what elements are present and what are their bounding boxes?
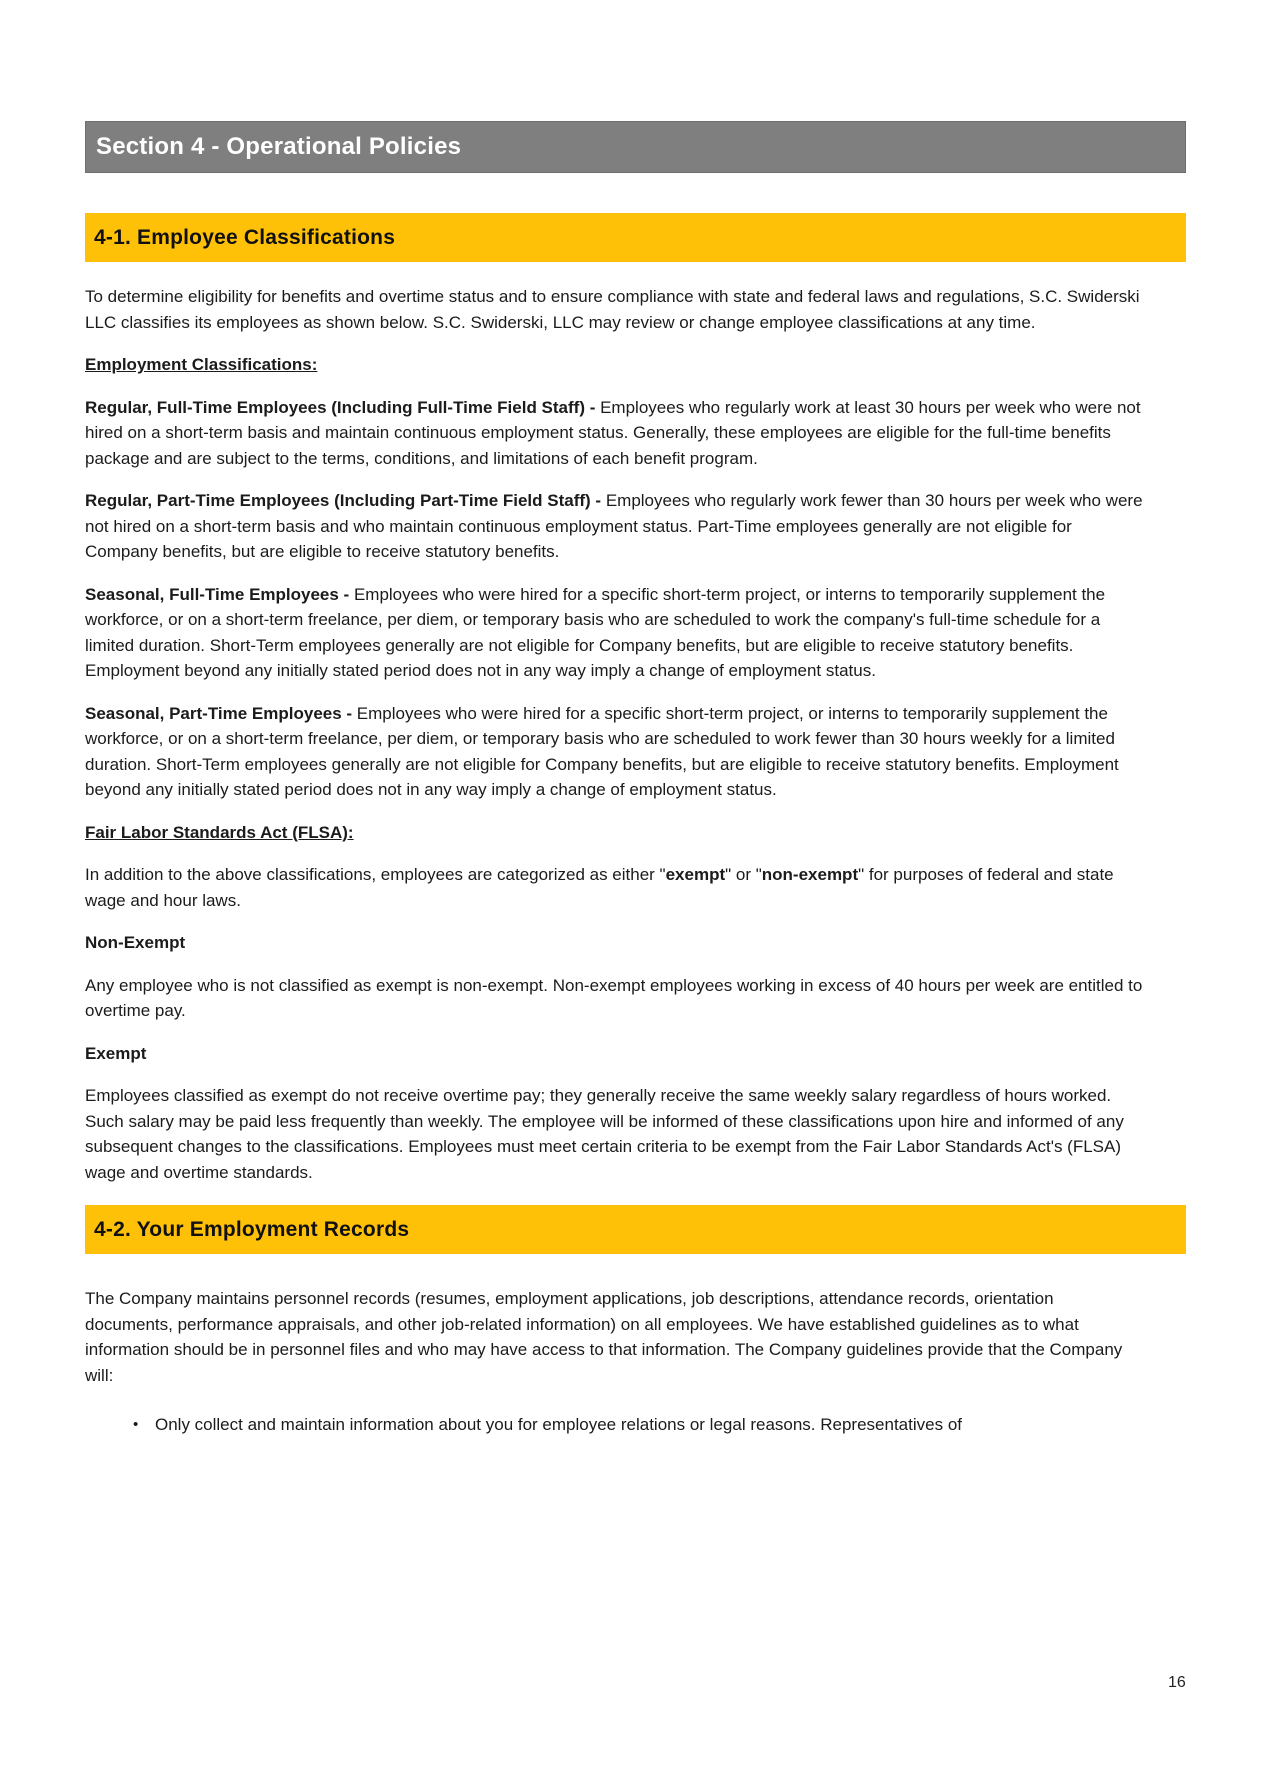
flsa-text: " for purposes of federal and state wage and hour laws.	[85, 865, 1114, 910]
employment-classifications-heading: Employment Classifications:	[85, 355, 318, 374]
classification-regular-part-time	[85, 488, 1145, 565]
flsa-non-exempt-term: non-exempt	[761, 865, 859, 884]
classification-lead: Regular, Full-Time Employees (Including Full-Time Field Staff) -	[85, 397, 596, 417]
list-item-text: Only collect and maintain information about you for employee relations or legal reasons. Representatives of	[155, 1415, 962, 1434]
intro-paragraph-4-2: The Company maintains personnel records (resumes, employment applications, job descriptions, attendance records, orientation documents, performance appraisals, and other job-related information) on all employees. We have established guidelines as to what information should be in personnel files and who may have access to that information. The Company guidelines provide that the Company will:	[85, 1289, 1123, 1385]
classification-lead: Seasonal, Full-Time Employees -	[85, 584, 350, 604]
flsa-text: In addition to the above classifications, employees are categorized as either "	[85, 865, 666, 884]
flsa-exempt-term: exempt	[665, 865, 726, 884]
non-exempt-paragraph: Any employee who is not classified as exempt is non-exempt. Non-exempt employees working in excess of 40 hours per week are entitled to overtime pay.	[85, 975, 1143, 1020]
section-header-title: Section 4 - Operational Policies	[96, 133, 462, 160]
classification-body: Employees who regularly work at least 30 hours per week who were not hired on a short-term basis and maintain continuous employment status. Generally, these employees are eligible for the full-time benefits package and are subject to the terms, conditions, and limitations of each benefit program.	[85, 397, 1141, 468]
section-header-bar	[85, 121, 1186, 173]
bullet-icon: •	[133, 1416, 139, 1433]
intro-paragraph-4-1: To determine eligibility for benefits and overtime status and to ensure compliance with state and federal laws and regulations, S.C. Swiderski LLC classifies its employees as shown below. S.C. Swiderski, LLC may review or change employee classifications at any time.	[85, 287, 1140, 332]
subsection-4-2-bar	[85, 1205, 1186, 1254]
classification-body: Employees who regularly work fewer than 30 hours per week who were not hired on a short-term basis and who maintain continuous employment status. Part-Time employees generally are not eligible for Company benefits, but are eligible to receive statutory benefits.	[85, 491, 1143, 561]
exempt-heading: Exempt	[85, 1043, 147, 1063]
classification-seasonal-part-time	[85, 701, 1145, 803]
classification-body: Employees who were hired for a specific short-term project, or interns to temporarily supplement the workforce, or on a short-term freelance, per diem, or temporary basis who are scheduled to work fewer than 30 hours weekly for a limited duration. Short-Term employees generally are not eligible for Company benefits, but are eligible to receive statutory benefits. Employment beyond any initially stated period does not in any way imply a change of employment status.	[85, 703, 1119, 799]
page-number: 16	[1168, 1674, 1186, 1691]
subsection-4-2-title: 4-2. Your Employment Records	[94, 1217, 410, 1241]
flsa-paragraph	[85, 862, 1145, 913]
classification-seasonal-full-time	[85, 582, 1145, 684]
non-exempt-heading: Non-Exempt	[85, 933, 186, 952]
flsa-heading: Fair Labor Standards Act (FLSA):	[85, 822, 354, 842]
flsa-text: " or "	[725, 865, 762, 884]
classification-lead: Seasonal, Part-Time Employees -	[85, 703, 353, 723]
exempt-paragraph: Employees classified as exempt do not receive overtime pay; they generally receive the same weekly salary regardless of hours worked. Such salary may be paid less frequently than weekly. The employee will be informed of these classifications upon hire and informed of any subsequent changes to the classifications. Employees must meet certain criteria to be exempt from the Fair Labor Standards Act's (FLSA) wage and overtime standards.	[85, 1086, 1124, 1182]
document-page	[85, 121, 1186, 1438]
subsection-4-1-bar	[85, 213, 1186, 262]
list-item	[85, 1412, 1145, 1438]
subsection-4-1-title: 4-1. Employee Classifications	[94, 225, 396, 249]
classification-body: Employees who were hired for a specific short-term project, or interns to temporarily supplement the workforce, or on a short-term freelance, per diem, or temporary basis who are scheduled to work the company's full-time schedule for a limited duration. Short-Term employees generally are not eligible for Company benefits, but are eligible to receive statutory benefits. Employment beyond any initially stated period does not in any way imply a change of employment status.	[85, 584, 1106, 680]
classification-regular-full-time	[85, 395, 1145, 472]
classification-lead: Regular, Part-Time Employees (Including Part-Time Field Staff) -	[85, 491, 602, 510]
